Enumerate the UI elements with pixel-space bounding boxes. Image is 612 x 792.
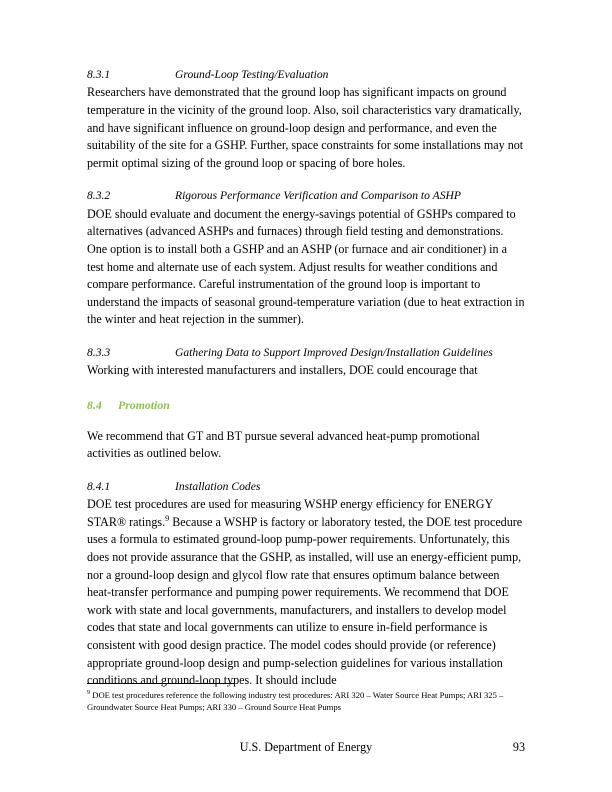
section-title: Rigorous Performance Verification and Comparison to ASHP	[175, 189, 461, 203]
footnote-reference-marker[interactable]: 9	[165, 513, 170, 523]
section-heading-8-3-2	[87, 187, 525, 204]
footer-organization: U.S. Department of Energy	[239, 740, 373, 754]
footnote-separator-rule	[87, 683, 234, 684]
paragraph-8-4: We recommend that GT and BT pursue several advanced heat-pump promotional activities as outlined below.	[87, 428, 480, 461]
section-title: Gathering Data to Support Improved Design/Installation Guidelines	[175, 345, 493, 359]
section-heading-8-3-3	[87, 344, 525, 361]
spacer	[87, 172, 525, 187]
section-number: 8.4.1	[87, 479, 111, 493]
section-heading-8-3-1	[87, 66, 525, 83]
section-title: Ground-Loop Testing/Evaluation	[175, 68, 329, 81]
section-number: 8.3.3	[87, 345, 111, 359]
section-title: Promotion	[118, 397, 170, 412]
page-number: 93	[512, 740, 525, 754]
section-number: 8.3.2	[87, 189, 111, 203]
page-footer	[87, 740, 525, 758]
paragraph-8-3-3: Working with interested manufacturers and installers, DOE could encourage that	[87, 363, 478, 378]
section-number: 8.3.1	[87, 68, 111, 81]
paragraph-text-before-footnote: DOE test procedures are used for measuring WSHP energy efficiency for ENERGY STAR® ratings.	[87, 497, 493, 529]
footnote-entry	[87, 689, 525, 713]
section-heading-8-4-1	[87, 478, 525, 495]
footnote-area	[87, 683, 525, 713]
section-title: Installation Codes	[175, 479, 261, 493]
paragraph-8-3-2: DOE should evaluate and document the energy-savings potential of GSHPs compared to alternatives (advanced ASHPs and furnaces) through field testing and demonstrations. One option is to install both a GSHP and an ASHP (or furnace and air conditioner) in a test home and alternate use of each system. Adjust results for weather conditions and compare performance. Careful instrumentation of the ground loop is important to understand the impacts of seasonal ground-temperature variation (due to heat extraction in the winter and heat rejection in the summer).	[87, 206, 525, 327]
section-heading-8-4	[87, 397, 525, 415]
page-content	[87, 66, 525, 690]
footnote-number: 9	[87, 689, 91, 697]
spacer	[87, 463, 525, 478]
section-number: 8.4	[87, 397, 102, 412]
paragraph-8-3-1: Researchers have demonstrated that the ground loop has significant impacts on ground temperature in the vicinity of the ground loop. Also, soil characteristics vary dramatically, and have significant influence on ground-loop design and performance, and even the suitability of the site for a GSHP. Further, space constraints for some installations may not permit optimal sizing of the ground loop or spacing of bore holes.	[87, 85, 524, 170]
paragraph-8-4-1	[87, 496, 525, 690]
paragraph-text-after-footnote: Because a WSHP is factory or laboratory tested, the DOE test procedure uses a formula to estimated ground-loop pump-power requirements. Unfortunately, this does not provide assurance that the GSHP, as installed, will use an energy-efficient pump, nor a ground-loop design and glycol flow rate that ensures optimum balance between heat-transfer performance and pumping power requirements. We recommend that DOE work with state and local governments, manufacturers, and installers to develop model codes that state and local governments can utilize to ensure in-field performance is consistent with good design practice. The model codes should provide (or reference) appropriate ground-loop design and pump-selection guidelines for various installation conditions and ground-loop types. It should include	[87, 514, 523, 688]
spacer	[87, 380, 525, 397]
spacer	[87, 417, 525, 428]
footnote-body-text: DOE test procedures reference the following industry test procedures: ARI 320 – Water Source Heat Pumps; ARI 325 – Groundwater Source Heat Pumps; ARI 330 – Ground Source Heat Pumps	[87, 690, 504, 713]
spacer	[87, 329, 525, 344]
